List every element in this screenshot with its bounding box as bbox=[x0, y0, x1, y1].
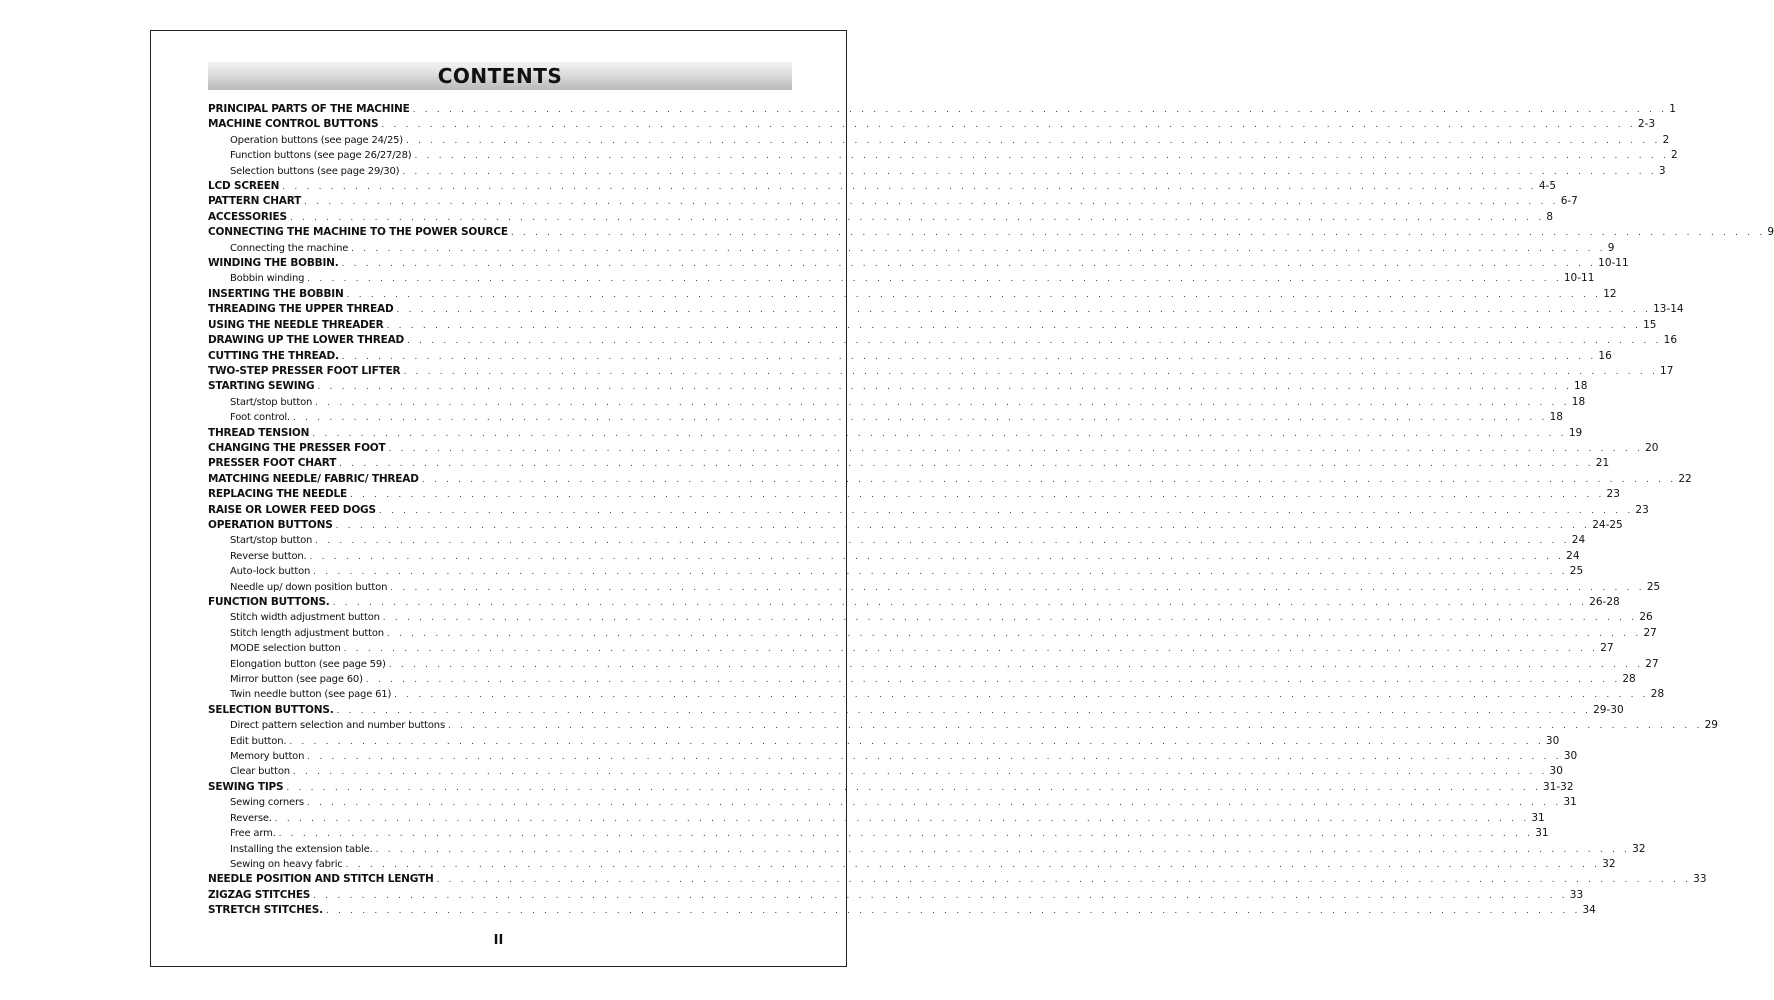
toc-entry-title: MODE selection button bbox=[230, 643, 341, 655]
toc-entry-title: Auto-lock button bbox=[230, 566, 311, 578]
toc-entry-title: Foot control. bbox=[230, 412, 290, 424]
dot-leader: . . . . . . . . . . . . . . . . . . . . . . . . . . . . . . . . . . . . . . . . . . . . . . . . . . . . . . . . . . . . . . . . . . . . . . . . . . . . . . . . . . . . . . . . . . . . . . . . . . . . . . . . bbox=[289, 212, 1545, 223]
toc-entry bbox=[208, 364, 1674, 379]
toc-entry-page: 13-14 bbox=[1653, 303, 1684, 316]
toc-entry-page: 3 bbox=[1658, 164, 1666, 177]
toc-entry bbox=[208, 117, 1656, 132]
toc-entry-page: 22 bbox=[1678, 472, 1692, 485]
toc-entry bbox=[208, 641, 1614, 656]
dot-leader: . . . . . . . . . . . . . . . . . . . . . . . . . . . . . . . . . . . . . . . . . . . . . . . . . . . . . . . . . . . . . . . . . . . . . . . . . . . . . . . . . . . . . . . . . . . . . . . . . . . . . . . . bbox=[345, 859, 1601, 870]
dot-leader: . . . . . . . . . . . . . . . . . . . . . . . . . . . . . . . . . . . . . . . . . . . . . . . . . . . . . . . . . . . . . . . . . . . . . . . . . . . . . . . . . . . . . . . . . . . . . . . . . . . . . . . . bbox=[325, 906, 1581, 917]
dot-leader: . . . . . . . . . . . . . . . . . . . . . . . . . . . . . . . . . . . . . . . . . . . . . . . . . . . . . . . . . . . . . . . . . . . . . . . . . . . . . . . . . . . . . . . . . . . . . . . . . . . . . . . . bbox=[312, 428, 1567, 439]
dot-leader: . . . . . . . . . . . . . . . . . . . . . . . . . . . . . . . . . . . . . . . . . . . . . . . . . . . . . . . . . . . . . . . . . . . . . . . . . . . . . . . . . . . . . . . . . . . . . . . . . . . . . . . . bbox=[412, 105, 1668, 115]
toc-entry bbox=[208, 441, 1659, 456]
toc-entry-title: ACCESSORIES bbox=[208, 210, 287, 223]
toc-entry bbox=[208, 210, 1554, 225]
toc-entry-page: 6-7 bbox=[1560, 195, 1578, 208]
dot-leader: . . . . . . . . . . . . . . . . . . . . . . . . . . . . . . . . . . . . . . . . . . . . . . . . . . . . . . . . . . . . . . . . . . . . . . . . . . . . . . . . . . . . . . . . . . . . . . . . . . . . . . . . bbox=[447, 721, 1703, 732]
toc-entry-page: 31 bbox=[1531, 811, 1545, 824]
dot-leader: . . . . . . . . . . . . . . . . . . . . . . . . . . . . . . . . . . . . . . . . . . . . . . . . . . . . . . . . . . . . . . . . . . . . . . . . . . . . . . . . . . . . . . . . . . . . . . . . . . . . . . . . bbox=[335, 520, 1591, 531]
dot-leader: . . . . . . . . . . . . . . . . . . . . . . . . . . . . . . . . . . . . . . . . . . . . . . . . . . . . . . . . . . . . . . . . . . . . . . . . . . . . . . . . . . . . . . . . . . . . . . . . . . . . . . . . bbox=[339, 459, 1594, 470]
dot-leader: . . . . . . . . . . . . . . . . . . . . . . . . . . . . . . . . . . . . . . . . . . . . . . . . . . . . . . . . . . . . . . . . . . . . . . . . . . . . . . . . . . . . . . . . . . . . . . . . . . . . . . . . bbox=[382, 613, 1638, 624]
dot-leader: . . . . . . . . . . . . . . . . . . . . . . . . . . . . . . . . . . . . . . . . . . . . . . . . . . . . . . . . . . . . . . . . . . . . . . . . . . . . . . . . . . . . . . . . . . . . . . . . . . . . . . . . bbox=[304, 197, 1559, 208]
toc-entry bbox=[208, 472, 1692, 487]
toc-entry-title: THREADING THE UPPER THREAD bbox=[208, 303, 394, 316]
toc-entry-page: 20 bbox=[1645, 441, 1659, 454]
dot-leader: . . . . . . . . . . . . . . . . . . . . . . . . . . . . . . . . . . . . . . . . . . . . . . . . . . . . . . . . . . . . . . . . . . . . . . . . . . . . . . . . . . . . . . . . . . . . . . . . . . . . . . . . bbox=[336, 705, 1592, 716]
dot-leader: . . . . . . . . . . . . . . . . . . . . . . . . . . . . . . . . . . . . . . . . . . . . . . . . . . . . . . . . . . . . . . . . . . . . . . . . . . . . . . . . . . . . . . . . . . . . . . . . . . . . . . . . bbox=[274, 813, 1530, 824]
toc-entry bbox=[208, 564, 1584, 579]
toc-entry-title: CONNECTING THE MACHINE TO THE POWER SOURCE bbox=[208, 226, 508, 239]
toc-entry-title: Function buttons (see page 26/27/28) bbox=[230, 150, 412, 162]
page-title: CONTENTS bbox=[437, 64, 563, 88]
toc-entry bbox=[208, 764, 1563, 779]
toc-entry bbox=[208, 687, 1665, 702]
toc-entry-title: Selection buttons (see page 29/30) bbox=[230, 165, 400, 177]
toc-entry-page: 4-5 bbox=[1538, 180, 1557, 193]
toc-entry-title: Needle up/ down position button bbox=[230, 581, 388, 593]
toc-entry-title: MATCHING NEEDLE/ FABRIC/ THREAD bbox=[208, 472, 419, 485]
dot-leader: . . . . . . . . . . . . . . . . . . . . . . . . . . . . . . . . . . . . . . . . . . . . . . . . . . . . . . . . . . . . . . . . . . . . . . . . . . . . . . . . . . . . . . . . . . . . . . . . . . . . . . . . bbox=[309, 551, 1565, 562]
dot-leader: . . . . . . . . . . . . . . . . . . . . . . . . . . . . . . . . . . . . . . . . . . . . . . . . . . . . . . . . . . . . . . . . . . . . . . . . . . . . . . . . . . . . . . . . . . . . . . . . . . . . . . . . bbox=[307, 274, 1562, 285]
toc-entry-title: Mirror button (see page 60) bbox=[230, 674, 363, 686]
toc-entry-title: STARTING SEWING bbox=[208, 380, 315, 393]
toc-entry-title: USING THE NEEDLE THREADER bbox=[208, 318, 384, 331]
toc-entry-title: Start/stop button bbox=[230, 535, 313, 547]
dot-leader: . . . . . . . . . . . . . . . . . . . . . . . . . . . . . . . . . . . . . . . . . . . . . . . . . . . . . . . . . . . . . . . . . . . . . . . . . . . . . . . . . . . . . . . . . . . . . . . . . . . . . . . . bbox=[346, 289, 1602, 300]
toc-entry-page: 15 bbox=[1643, 318, 1657, 331]
toc-entry bbox=[208, 241, 1615, 256]
toc-entry-page: 8 bbox=[1546, 210, 1554, 223]
toc-entry bbox=[208, 456, 1610, 471]
dot-leader: . . . . . . . . . . . . . . . . . . . . . . . . . . . . . . . . . . . . . . . . . . . . . . . . . . . . . . . . . . . . . . . . . . . . . . . . . . . . . . . . . . . . . . . . . . . . . . . . . . . . . . . . bbox=[394, 690, 1649, 701]
toc-entry bbox=[208, 287, 1617, 302]
dot-leader: . . . . . . . . . . . . . . . . . . . . . . . . . . . . . . . . . . . . . . . . . . . . . . . . . . . . . . . . . . . . . . . . . . . . . . . . . . . . . . . . . . . . . . . . . . . . . . . . . . . . . . . . bbox=[341, 351, 1597, 362]
dot-leader: . . . . . . . . . . . . . . . . . . . . . . . . . . . . . . . . . . . . . . . . . . . . . . . . . . . . . . . . . . . . . . . . . . . . . . . . . . . . . . . . . . . . . . . . . . . . . . . . . . . . . . . . bbox=[313, 890, 1568, 901]
toc-entry-title: TWO-STEP PRESSER FOOT LIFTER bbox=[208, 364, 401, 377]
toc-entry-title: PRESSER FOOT CHART bbox=[208, 457, 337, 470]
dot-leader: . . . . . . . . . . . . . . . . . . . . . . . . . . . . . . . . . . . . . . . . . . . . . . . . . . . . . . . . . . . . . . . . . . . . . . . . . . . . . . . . . . . . . . . . . . . . . . . . . . . . . . . . bbox=[407, 336, 1662, 347]
toc-entry bbox=[208, 102, 1676, 117]
toc-entry-title: PATTERN CHART bbox=[208, 195, 302, 208]
toc-entry bbox=[208, 302, 1684, 317]
toc-entry-title: Stitch length adjustment button bbox=[230, 627, 384, 639]
toc-entry-page: 34 bbox=[1582, 904, 1596, 917]
toc-entry-page: 30 bbox=[1549, 765, 1563, 778]
toc-entry-title: DRAWING UP THE LOWER THREAD bbox=[208, 334, 405, 347]
toc-entry-title: Free arm. bbox=[230, 828, 276, 840]
toc-entry bbox=[208, 610, 1653, 625]
toc-entry bbox=[208, 749, 1578, 764]
toc-entry bbox=[208, 595, 1620, 610]
toc-entry-page: 9 bbox=[1607, 241, 1615, 254]
toc-entry bbox=[208, 718, 1718, 733]
toc-entry-title: STRETCH STITCHES. bbox=[208, 904, 323, 917]
toc-entry bbox=[208, 164, 1666, 179]
toc-entry-page: 29 bbox=[1704, 719, 1718, 732]
toc-entry-title: Connecting the machine bbox=[230, 242, 349, 254]
dot-leader: . . . . . . . . . . . . . . . . . . . . . . . . . . . . . . . . . . . . . . . . . . . . . . . . . . . . . . . . . . . . . . . . . . . . . . . . . . . . . . . . . . . . . . . . . . . . . . . . . . . . . . . . bbox=[406, 135, 1661, 146]
toc-entry bbox=[208, 580, 1661, 595]
dot-leader: . . . . . . . . . . . . . . . . . . . . . . . . . . . . . . . . . . . . . . . . . . . . . . . . . . . . . . . . . . . . . . . . . . . . . . . . . . . . . . . . . . . . . . . . . . . . . . . . . . . . . . . . bbox=[282, 182, 1537, 193]
dot-leader: . . . . . . . . . . . . . . . . . . . . . . . . . . . . . . . . . . . . . . . . . . . . . . . . . . . . . . . . . . . . . . . . . . . . . . . . . . . . . . . . . . . . . . . . . . . . . . . . . . . . . . . . bbox=[510, 228, 1766, 239]
toc-entry bbox=[208, 487, 1620, 502]
toc-entry-page: 23 bbox=[1606, 488, 1620, 501]
toc-entry-page: 24 bbox=[1566, 549, 1580, 562]
toc-entry-title: MACHINE CONTROL BUTTONS bbox=[208, 118, 379, 131]
dot-leader: . . . . . . . . . . . . . . . . . . . . . . . . . . . . . . . . . . . . . . . . . . . . . . . . . . . . . . . . . . . . . . . . . . . . . . . . . . . . . . . . . . . . . . . . . . . . . . . . . . . . . . . . bbox=[289, 736, 1544, 747]
toc-entry-page: 24-25 bbox=[1592, 518, 1623, 531]
dot-leader: . . . . . . . . . . . . . . . . . . . . . . . . . . . . . . . . . . . . . . . . . . . . . . . . . . . . . . . . . . . . . . . . . . . . . . . . . . . . . . . . . . . . . . . . . . . . . . . . . . . . . . . . bbox=[306, 798, 1562, 809]
toc-entry bbox=[208, 194, 1578, 209]
toc-entry-title: SEWING TIPS bbox=[208, 780, 284, 793]
toc-entry bbox=[208, 811, 1545, 826]
dot-leader: . . . . . . . . . . . . . . . . . . . . . . . . . . . . . . . . . . . . . . . . . . . . . . . . . . . . . . . . . . . . . . . . . . . . . . . . . . . . . . . . . . . . . . . . . . . . . . . . . . . . . . . . bbox=[317, 382, 1573, 393]
dot-leader: . . . . . . . . . . . . . . . . . . . . . . . . . . . . . . . . . . . . . . . . . . . . . . . . . . . . . . . . . . . . . . . . . . . . . . . . . . . . . . . . . . . . . . . . . . . . . . . . . . . . . . . . bbox=[381, 120, 1636, 131]
toc-entry-title: Installing the extension table. bbox=[230, 843, 373, 855]
toc-entry bbox=[208, 271, 1595, 286]
toc-entry-title: ZIGZAG STITCHES bbox=[208, 888, 311, 901]
toc-entry-page: 2 bbox=[1662, 133, 1670, 146]
toc-entry-page: 27 bbox=[1645, 657, 1659, 670]
toc-entry-page: 28 bbox=[1622, 673, 1636, 686]
toc-entry-page: 33 bbox=[1693, 873, 1707, 886]
toc-entry-page: 26-28 bbox=[1589, 596, 1620, 608]
dot-leader: . . . . . . . . . . . . . . . . . . . . . . . . . . . . . . . . . . . . . . . . . . . . . . . . . . . . . . . . . . . . . . . . . . . . . . . . . . . . . . . . . . . . . . . . . . . . . . . . . . . . . . . . bbox=[386, 628, 1642, 639]
dot-leader: . . . . . . . . . . . . . . . . . . . . . . . . . . . . . . . . . . . . . . . . . . . . . . . . . . . . . . . . . . . . . . . . . . . . . . . . . . . . . . . . . . . . . . . . . . . . . . . . . . . . . . . . bbox=[414, 151, 1670, 162]
toc-entry-title: NEEDLE POSITION AND STITCH LENGTH bbox=[208, 873, 434, 886]
toc-entry-title: Elongation button (see page 59) bbox=[230, 658, 386, 670]
dot-leader: . . . . . . . . . . . . . . . . . . . . . . . . . . . . . . . . . . . . . . . . . . . . . . . . . . . . . . . . . . . . . . . . . . . . . . . . . . . . . . . . . . . . . . . . . . . . . . . . . . . . . . . . bbox=[343, 644, 1599, 655]
toc-entry bbox=[208, 333, 1678, 348]
toc-entry-title: SELECTION BUTTONS. bbox=[208, 703, 334, 716]
toc-entry bbox=[208, 318, 1657, 333]
toc-entry-page: 31 bbox=[1535, 827, 1549, 840]
toc-entry-page: 12 bbox=[1603, 287, 1617, 300]
toc-entry-page: 10-11 bbox=[1598, 257, 1629, 270]
toc-entry-title: Operation buttons (see page 24/25) bbox=[230, 134, 403, 146]
dot-leader: . . . . . . . . . . . . . . . . . . . . . . . . . . . . . . . . . . . . . . . . . . . . . . . . . . . . . . . . . . . . . . . . . . . . . . . . . . . . . . . . . . . . . . . . . . . . . . . . . . . . . . . . bbox=[388, 659, 1644, 670]
toc-entry bbox=[208, 349, 1612, 364]
toc-entry bbox=[208, 703, 1624, 718]
toc-entry-title: RAISE OR LOWER FEED DOGS bbox=[208, 503, 376, 516]
toc-entry bbox=[208, 179, 1557, 194]
toc-entry bbox=[208, 395, 1586, 410]
toc-entry-title: Direct pattern selection and number buttons bbox=[230, 720, 445, 732]
dot-leader: . . . . . . . . . . . . . . . . . . . . . . . . . . . . . . . . . . . . . . . . . . . . . . . . . . . . . . . . . . . . . . . . . . . . . . . . . . . . . . . . . . . . . . . . . . . . . . . . . . . . . . . . bbox=[378, 505, 1634, 516]
toc-entry-page: 32 bbox=[1632, 842, 1646, 855]
toc-entry-page: 23 bbox=[1635, 503, 1649, 516]
toc-entry bbox=[208, 256, 1629, 271]
dot-leader: . . . . . . . . . . . . . . . . . . . . . . . . . . . . . . . . . . . . . . . . . . . . . . . . . . . . . . . . . . . . . . . . . . . . . . . . . . . . . . . . . . . . . . . . . . . . . . . . . . . . . . . . bbox=[292, 767, 1548, 778]
toc-entry-title: LCD SCREEN bbox=[208, 180, 280, 193]
toc-entry-page: 27 bbox=[1643, 626, 1657, 639]
dot-leader: . . . . . . . . . . . . . . . . . . . . . . . . . . . . . . . . . . . . . . . . . . . . . . . . . . . . . . . . . . . . . . . . . . . . . . . . . . . . . . . . . . . . . . . . . . . . . . . . . . . . . . . . bbox=[386, 320, 1642, 331]
toc-entry bbox=[208, 672, 1636, 687]
toc-entry-page: 19 bbox=[1568, 426, 1583, 439]
toc-entry-page: 28 bbox=[1650, 688, 1665, 701]
toc-entry-page: 31 bbox=[1563, 796, 1577, 809]
toc-entry-title: Start/stop button bbox=[230, 396, 313, 408]
toc-entry-title: Stitch width adjustment button bbox=[230, 612, 380, 624]
dot-leader: . . . . . . . . . . . . . . . . . . . . . . . . . . . . . . . . . . . . . . . . . . . . . . . . . . . . . . . . . . . . . . . . . . . . . . . . . . . . . . . . . . . . . . . . . . . . . . . . . . . . . . . . bbox=[436, 875, 1692, 886]
toc-entry-page: 24 bbox=[1571, 534, 1586, 547]
toc-entry-page: 31-32 bbox=[1543, 780, 1574, 793]
dot-leader: . . . . . . . . . . . . . . . . . . . . . . . . . . . . . . . . . . . . . . . . . . . . . . . . . . . . . . . . . . . . . . . . . . . . . . . . . . . . . . . . . . . . . . . . . . . . . . . . . . . . . . . . bbox=[349, 490, 1605, 501]
dot-leader: . . . . . . . . . . . . . . . . . . . . . . . . . . . . . . . . . . . . . . . . . . . . . . . . . . . . . . . . . . . . . . . . . . . . . . . . . . . . . . . . . . . . . . . . . . . . . . . . . . . . . . . . bbox=[278, 829, 1534, 840]
toc-entry-title: Sewing on heavy fabric bbox=[230, 858, 343, 870]
toc-entry bbox=[208, 826, 1549, 841]
toc-entry-title: Memory button bbox=[230, 751, 305, 763]
toc-entry-page: 9 bbox=[1767, 226, 1774, 239]
toc-entry bbox=[208, 626, 1657, 641]
toc-entry bbox=[208, 657, 1659, 672]
toc-entry-page: 17 bbox=[1660, 364, 1674, 377]
toc-entry bbox=[208, 518, 1623, 533]
toc-entry bbox=[208, 549, 1580, 564]
toc-entry-page: 16 bbox=[1663, 334, 1678, 347]
toc-entry-page: 30 bbox=[1563, 750, 1578, 763]
toc-entry-title: Reverse. bbox=[230, 812, 272, 824]
toc-entry-title: REPLACING THE NEEDLE bbox=[208, 488, 347, 501]
table-of-contents bbox=[208, 102, 1774, 919]
toc-entry-title: WINDING THE BOBBIN. bbox=[208, 257, 339, 270]
toc-entry-title: Clear button bbox=[230, 766, 290, 778]
toc-entry bbox=[208, 379, 1588, 394]
toc-entry-page: 2 bbox=[1671, 149, 1678, 162]
toc-entry-title: Reverse button. bbox=[230, 550, 307, 562]
dot-leader: . . . . . . . . . . . . . . . . . . . . . . . . . . . . . . . . . . . . . . . . . . . . . . . . . . . . . . . . . . . . . . . . . . . . . . . . . . . . . . . . . . . . . . . . . . . . . . . . . . . . . . . . bbox=[292, 413, 1548, 424]
dot-leader: . . . . . . . . . . . . . . . . . . . . . . . . . . . . . . . . . . . . . . . . . . . . . . . . . . . . . . . . . . . . . . . . . . . . . . . . . . . . . . . . . . . . . . . . . . . . . . . . . . . . . . . . bbox=[375, 844, 1631, 855]
toc-entry-page: 18 bbox=[1571, 395, 1586, 408]
dot-leader: . . . . . . . . . . . . . . . . . . . . . . . . . . . . . . . . . . . . . . . . . . . . . . . . . . . . . . . . . . . . . . . . . . . . . . . . . . . . . . . . . . . . . . . . . . . . . . . . . . . . . . . . bbox=[341, 259, 1597, 270]
toc-entry-page: 25 bbox=[1646, 580, 1661, 593]
toc-entry bbox=[208, 503, 1649, 518]
toc-entry-title: INSERTING THE BOBBIN bbox=[208, 287, 344, 300]
dot-leader: . . . . . . . . . . . . . . . . . . . . . . . . . . . . . . . . . . . . . . . . . . . . . . . . . . . . . . . . . . . . . . . . . . . . . . . . . . . . . . . . . . . . . . . . . . . . . . . . . . . . . . . . bbox=[403, 366, 1659, 377]
toc-entry-title: Sewing corners bbox=[230, 797, 304, 809]
toc-entry bbox=[208, 903, 1596, 918]
toc-entry bbox=[208, 872, 1707, 887]
toc-entry bbox=[208, 795, 1577, 810]
toc-entry-title: Bobbin winding bbox=[230, 273, 305, 285]
title-banner bbox=[208, 62, 792, 90]
toc-entry-page: 18 bbox=[1549, 411, 1563, 424]
toc-entry-page: 1 bbox=[1669, 103, 1676, 115]
toc-entry-page: 10-11 bbox=[1563, 272, 1595, 285]
dot-leader: . . . . . . . . . . . . . . . . . . . . . . . . . . . . . . . . . . . . . . . . . . . . . . . . . . . . . . . . . . . . . . . . . . . . . . . . . . . . . . . . . . . . . . . . . . . . . . . . . . . . . . . . bbox=[402, 166, 1657, 177]
toc-entry-title: CUTTING THE THREAD. bbox=[208, 349, 339, 362]
dot-leader: . . . . . . . . . . . . . . . . . . . . . . . . . . . . . . . . . . . . . . . . . . . . . . . . . . . . . . . . . . . . . . . . . . . . . . . . . . . . . . . . . . . . . . . . . . . . . . . . . . . . . . . . bbox=[313, 567, 1568, 578]
toc-entry-page: 21 bbox=[1595, 457, 1610, 470]
toc-entry-page: 29-30 bbox=[1593, 703, 1624, 716]
toc-entry-page: 32 bbox=[1602, 857, 1616, 870]
toc-entry-page: 16 bbox=[1598, 349, 1612, 362]
toc-entry-page: 33 bbox=[1569, 888, 1584, 901]
page-number-footer: II bbox=[493, 933, 504, 948]
toc-entry-page: 2-3 bbox=[1637, 118, 1656, 131]
toc-entry-title: FUNCTION BUTTONS. bbox=[208, 596, 330, 608]
dot-leader: . . . . . . . . . . . . . . . . . . . . . . . . . . . . . . . . . . . . . . . . . . . . . . . . . . . . . . . . . . . . . . . . . . . . . . . . . . . . . . . . . . . . . . . . . . . . . . . . . . . . . . . . bbox=[307, 752, 1562, 763]
toc-entry-page: 30 bbox=[1545, 734, 1560, 747]
toc-entry-title: CHANGING THE PRESSER FOOT bbox=[208, 441, 386, 454]
dot-leader: . . . . . . . . . . . . . . . . . . . . . . . . . . . . . . . . . . . . . . . . . . . . . . . . . . . . . . . . . . . . . . . . . . . . . . . . . . . . . . . . . . . . . . . . . . . . . . . . . . . . . . . . bbox=[421, 474, 1677, 485]
dot-leader: . . . . . . . . . . . . . . . . . . . . . . . . . . . . . . . . . . . . . . . . . . . . . . . . . . . . . . . . . . . . . . . . . . . . . . . . . . . . . . . . . . . . . . . . . . . . . . . . . . . . . . . . bbox=[315, 397, 1570, 408]
dot-leader: . . . . . . . . . . . . . . . . . . . . . . . . . . . . . . . . . . . . . . . . . . . . . . . . . . . . . . . . . . . . . . . . . . . . . . . . . . . . . . . . . . . . . . . . . . . . . . . . . . . . . . . . bbox=[388, 443, 1644, 454]
toc-entry bbox=[208, 734, 1560, 749]
toc-entry bbox=[208, 410, 1563, 425]
toc-entry bbox=[208, 780, 1574, 795]
toc-entry-title: PRINCIPAL PARTS OF THE MACHINE bbox=[208, 103, 410, 115]
dot-leader: . . . . . . . . . . . . . . . . . . . . . . . . . . . . . . . . . . . . . . . . . . . . . . . . . . . . . . . . . . . . . . . . . . . . . . . . . . . . . . . . . . . . . . . . . . . . . . . . . . . . . . . . bbox=[332, 598, 1588, 608]
toc-entry bbox=[208, 533, 1586, 548]
toc-entry-title: Edit button. bbox=[230, 735, 287, 747]
toc-entry bbox=[208, 133, 1670, 148]
dot-leader: . . . . . . . . . . . . . . . . . . . . . . . . . . . . . . . . . . . . . . . . . . . . . . . . . . . . . . . . . . . . . . . . . . . . . . . . . . . . . . . . . . . . . . . . . . . . . . . . . . . . . . . . bbox=[365, 675, 1621, 686]
toc-entry bbox=[208, 888, 1584, 903]
toc-entry-page: 18 bbox=[1574, 380, 1588, 393]
toc-entry bbox=[208, 426, 1583, 441]
toc-entry-page: 25 bbox=[1569, 565, 1584, 578]
toc-entry-page: 26 bbox=[1639, 611, 1653, 624]
dot-leader: . . . . . . . . . . . . . . . . . . . . . . . . . . . . . . . . . . . . . . . . . . . . . . . . . . . . . . . . . . . . . . . . . . . . . . . . . . . . . . . . . . . . . . . . . . . . . . . . . . . . . . . . bbox=[396, 305, 1652, 316]
document-page bbox=[150, 30, 1774, 967]
toc-entry bbox=[208, 842, 1646, 857]
dot-leader: . . . . . . . . . . . . . . . . . . . . . . . . . . . . . . . . . . . . . . . . . . . . . . . . . . . . . . . . . . . . . . . . . . . . . . . . . . . . . . . . . . . . . . . . . . . . . . . . . . . . . . . . bbox=[390, 582, 1645, 593]
dot-leader: . . . . . . . . . . . . . . . . . . . . . . . . . . . . . . . . . . . . . . . . . . . . . . . . . . . . . . . . . . . . . . . . . . . . . . . . . . . . . . . . . . . . . . . . . . . . . . . . . . . . . . . . bbox=[286, 782, 1542, 793]
dot-leader: . . . . . . . . . . . . . . . . . . . . . . . . . . . . . . . . . . . . . . . . . . . . . . . . . . . . . . . . . . . . . . . . . . . . . . . . . . . . . . . . . . . . . . . . . . . . . . . . . . . . . . . . bbox=[351, 243, 1606, 254]
toc-entry bbox=[208, 148, 1678, 163]
toc-entry-title: OPERATION BUTTONS bbox=[208, 518, 333, 531]
toc-entry bbox=[208, 857, 1616, 872]
dot-leader: . . . . . . . . . . . . . . . . . . . . . . . . . . . . . . . . . . . . . . . . . . . . . . . . . . . . . . . . . . . . . . . . . . . . . . . . . . . . . . . . . . . . . . . . . . . . . . . . . . . . . . . . bbox=[315, 536, 1570, 547]
toc-entry-title: Twin needle button (see page 61) bbox=[230, 689, 392, 701]
toc-entry bbox=[208, 225, 1774, 240]
toc-entry-title: THREAD TENSION bbox=[208, 426, 310, 439]
toc-entry-page: 27 bbox=[1600, 642, 1614, 655]
